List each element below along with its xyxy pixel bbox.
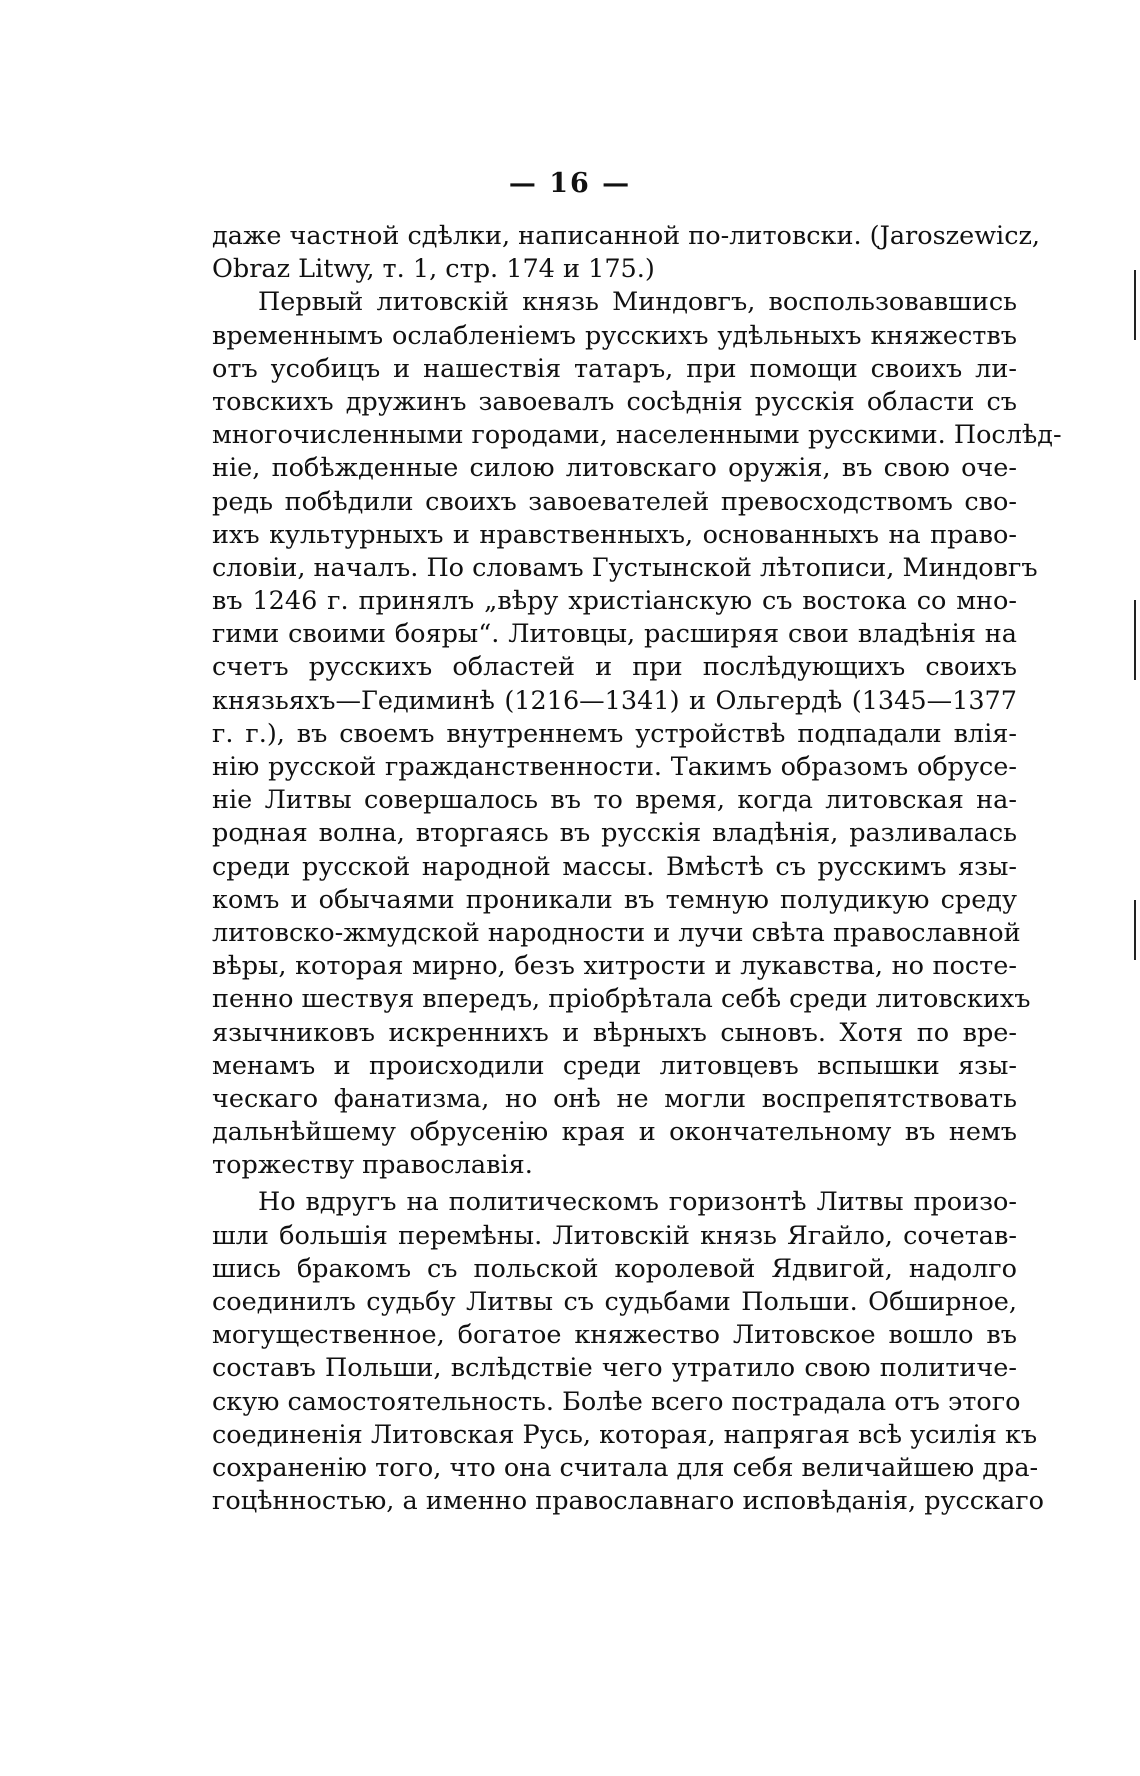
scan-edge-mark [1134, 900, 1136, 960]
text-line: менамъ и происходили среди литовцевъ вспышки язы- [212, 1050, 1017, 1081]
text-line: соединилъ судьбу Литвы съ судьбами Польши. Обширное, [212, 1287, 1017, 1317]
text-line: нію русской гражданственности. Такимъ образомъ обрусе- [212, 752, 1017, 782]
text-line: комъ и обычаями проникали въ темную полудикую среду [212, 884, 1017, 915]
paragraph [212, 286, 1062, 1182]
text-line: среди русской народной массы. Вмѣстѣ съ русскимъ язы- [212, 851, 1017, 882]
text-line: составъ Польши, вслѣдствіе чего утратило свою политиче- [212, 1353, 1017, 1384]
text-line: родная волна, вторгаясь въ русскія владѣнія, разливалась [212, 818, 1017, 849]
text-line: ніе Литвы совершалось въ то время, когда литовская на- [212, 785, 1017, 816]
text-line: отъ усобицъ и нашествія татаръ, при помощи своихъ ли- [212, 353, 1017, 384]
text-line: язычниковъ искреннихъ и вѣрныхъ сыновъ. Хотя по вре- [212, 1017, 1017, 1048]
scan-edge-mark [1134, 270, 1136, 340]
text-line: Obraz Litwy, т. 1, стр. 174 и 175.) [212, 254, 655, 285]
text-line: ніе, побѣжденные силою литовскаго оружія, въ свою оче- [212, 453, 1017, 484]
text-line: торжеству православія. [212, 1150, 533, 1181]
text-line: могущественное, богатое княжество Литовское вошло въ [212, 1320, 1017, 1351]
text-line: редь побѣдили своихъ завоевателей превосходствомъ сво- [212, 486, 1017, 517]
text-line: Первый литовскій князь Миндовгъ, воспользовавшись [258, 287, 1017, 318]
text-line: счетъ русскихъ областей и при послѣдующихъ своихъ [212, 652, 1017, 683]
text-line: пенно шествуя впередъ, пріобрѣтала себѣ среди литовскихъ [212, 984, 1031, 1015]
text-line: словіи, началъ. По словамъ Густынской лѣтописи, Миндовгъ [212, 552, 1038, 583]
text-line: товскихъ дружинъ завоевалъ сосѣднія русскія области съ [212, 386, 1017, 417]
text-line: ческаго фанатизма, но онѣ не могли воспрепятствовать [212, 1083, 1017, 1114]
text-line: гоцѣнностью, а именно православнаго исповѣданія, русскаго [212, 1486, 1044, 1517]
text-line: временнымъ ослабленіемъ русскихъ удѣльныхъ княжествъ [212, 320, 1017, 351]
scan-edge-mark [1134, 600, 1136, 680]
text-line: шли большія перемѣны. Литовскій князь Ягайло, сочетав- [212, 1220, 1017, 1251]
text-line: Но вдругъ на политическомъ горизонтѣ Литвы произо- [258, 1187, 1017, 1218]
body-text [212, 220, 1062, 1518]
text-line: князьяхъ—Гедиминѣ (1216—1341) и Ольгердѣ (1345—1377 [212, 685, 1017, 716]
text-line: многочисленными городами, населенными русскими. Послѣд- [212, 420, 1062, 451]
text-line: шись бракомъ съ польской королевой Ядвигой, надолго [212, 1253, 1017, 1284]
page-number: — 16 — [508, 168, 632, 199]
text-line: скую самостоятельность. Болѣе всего пострадала отъ этого [212, 1386, 1021, 1417]
text-line: вѣры, которая мирно, безъ хитрости и лукавства, но посте- [212, 951, 1017, 982]
text-line: сохраненію того, что она считала для себя величайшею дра- [212, 1452, 1039, 1483]
text-line: ихъ культурныхъ и нравственныхъ, основанныхъ на право- [212, 519, 1017, 550]
text-line: даже частной сдѣлки, написанной по-литовски. (Jaroszewicz, [212, 221, 1041, 251]
text-line: соединенія Литовская Русь, которая, напрягая всѣ усилія къ [212, 1419, 1038, 1450]
paragraph [212, 220, 1041, 286]
text-line: въ 1246 г. принялъ „вѣру христіанскую съ востока со мно- [212, 586, 1017, 617]
text-line: г. г.), въ своемъ внутреннемъ устройствѣ подпадали влія- [212, 718, 1017, 749]
text-line: литовско-жмудской народности и лучи свѣта православной [212, 917, 1021, 948]
text-line: дальнѣйшему обрусенію края и окончательному въ немъ [212, 1117, 1017, 1148]
paragraph [212, 1186, 1044, 1518]
text-line: гими своими бояры“. Литовцы, расширяя свои владѣнія на [212, 619, 1017, 650]
